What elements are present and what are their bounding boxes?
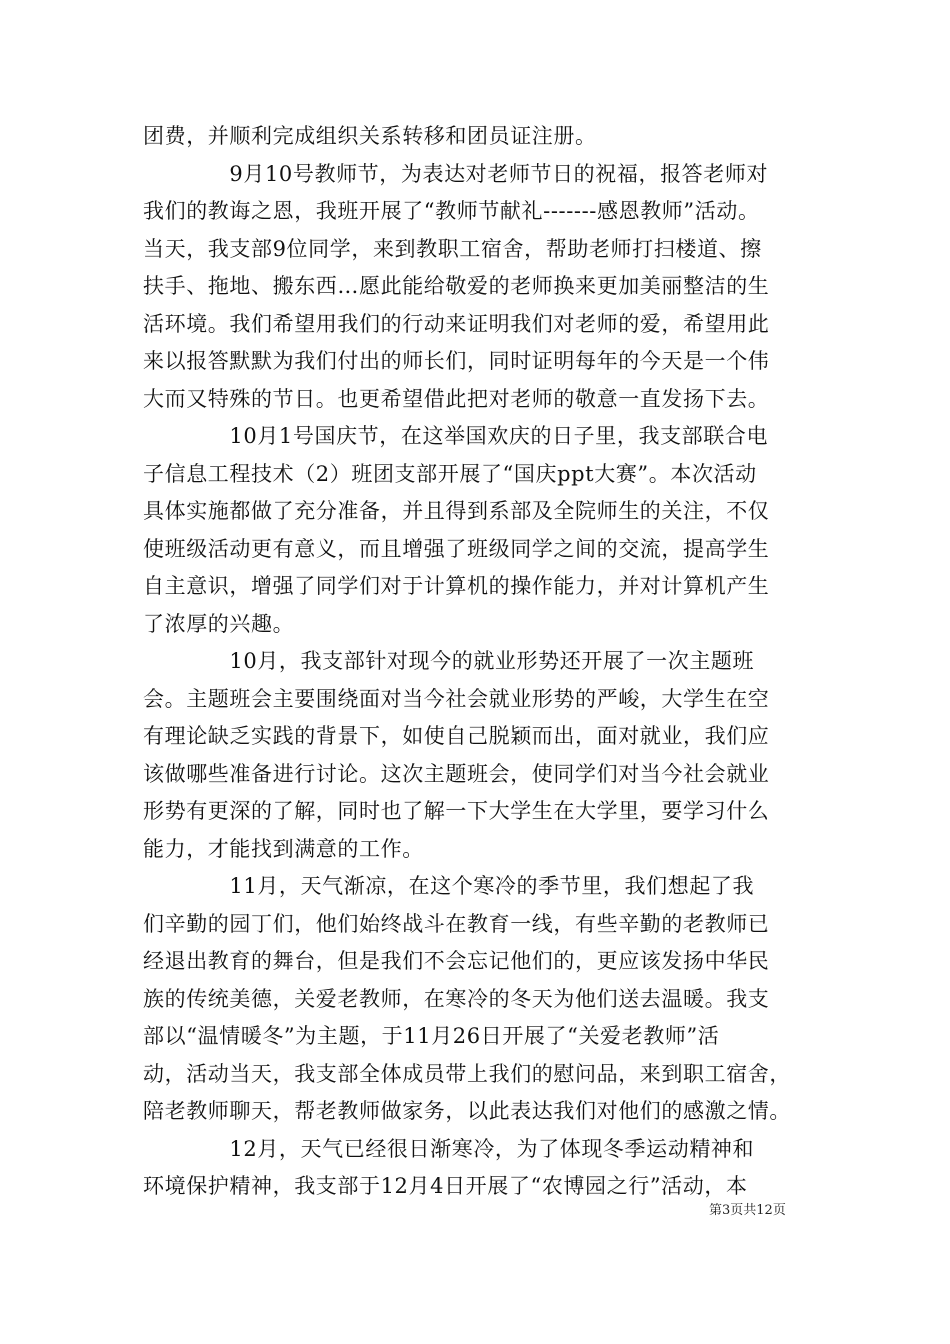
text-line: 族的传统美德，关爱老教师，在寒冷的冬天为他们送去温暖。我支 <box>143 986 770 1011</box>
text-line: 该做哪些准备进行讨论。这次主题班会，使同学们对当今社会就业 <box>143 761 770 786</box>
text-line: 自主意识，增强了同学们对于计算机的操作能力，并对计算机产生 <box>143 574 770 598</box>
text-line: 活环境。我们希望用我们的行动来证明我们对老师的爱，希望用此 <box>143 311 770 336</box>
text-line: 10月1号国庆节，在这举国欢庆的日子里，我支部联合电 <box>143 424 769 448</box>
text-line: 能力，才能找到满意的工作。 <box>143 836 424 861</box>
page-number: 第3页共12页 <box>709 1203 786 1218</box>
text-line: 团费，并顺利完成组织关系转移和团员证注册。 <box>143 124 597 148</box>
text-line: 我们的教诲之恩，我班开展了“教师节献礼-------感恩教师”活动。 <box>143 199 760 223</box>
text-line: 环境保护精神，我支部于12月4日开展了“农博园之行”活动，本 <box>143 1174 748 1198</box>
text-line: 9月10号教师节，为表达对老师节日的祝福，报答老师对 <box>143 161 769 186</box>
text-line: 经退出教育的舞台，但是我们不会忘记他们的，更应该发扬中华民 <box>143 949 770 973</box>
text-line: 使班级活动更有意义，而且增强了班级同学之间的交流，提高学生 <box>143 536 770 561</box>
text-line: 扶手、拖地、搬东西…愿此能给敬爱的老师换来更加美丽整洁的生 <box>143 274 770 298</box>
text-line: 10月，我支部针对现今的就业形势还开展了一次主题班 <box>143 649 755 673</box>
text-line: 们辛勤的园丁们，他们始终战斗在教育一线，有些辛勤的老教师已 <box>143 911 770 936</box>
text-line: 当天，我支部9位同学，来到教职工宿舍，帮助老师打扫楼道、擦 <box>143 236 762 261</box>
text-line: 来以报答默默为我们付出的师长们，同时证明每年的今天是一个伟 <box>143 349 770 373</box>
text-line: 有理论缺乏实践的背景下，如使自己脱颖而出，面对就业，我们应 <box>143 724 770 748</box>
text-line: 部以“温情暖冬”为主题，于11月26日开展了“关爱老教师”活 <box>143 1024 720 1048</box>
text-line: 了浓厚的兴趣。 <box>143 611 295 636</box>
text-line: 11月，天气渐凉，在这个寒冷的季节里，我们想起了我 <box>143 874 755 898</box>
text-line: 具体实施都做了充分准备，并且得到系部及全院师生的关注，不仅 <box>143 499 770 523</box>
text-line: 子信息工程技术（2）班团支部开展了“国庆ppt大赛”。本次活动 <box>143 461 757 486</box>
text-line: 动，活动当天，我支部全体成员带上我们的慰问品，来到职工宿舍， <box>143 1061 791 1086</box>
text-line: 陪老教师聊天，帮老教师做家务，以此表达我们对他们的感激之情。 <box>143 1099 791 1123</box>
text-line: 形势有更深的了解，同时也了解一下大学生在大学里，要学习什么 <box>143 799 770 823</box>
text-line: 大而又特殊的节日。也更希望借此把对老师的敬意一直发扬下去。 <box>143 386 770 411</box>
body-text <box>143 118 815 1206</box>
text-line: 12月，天气已经很日渐寒冷，为了体现冬季运动精神和 <box>143 1136 755 1161</box>
text-line: 会。主题班会主要围绕面对当今社会就业形势的严峻，大学生在空 <box>143 686 770 711</box>
